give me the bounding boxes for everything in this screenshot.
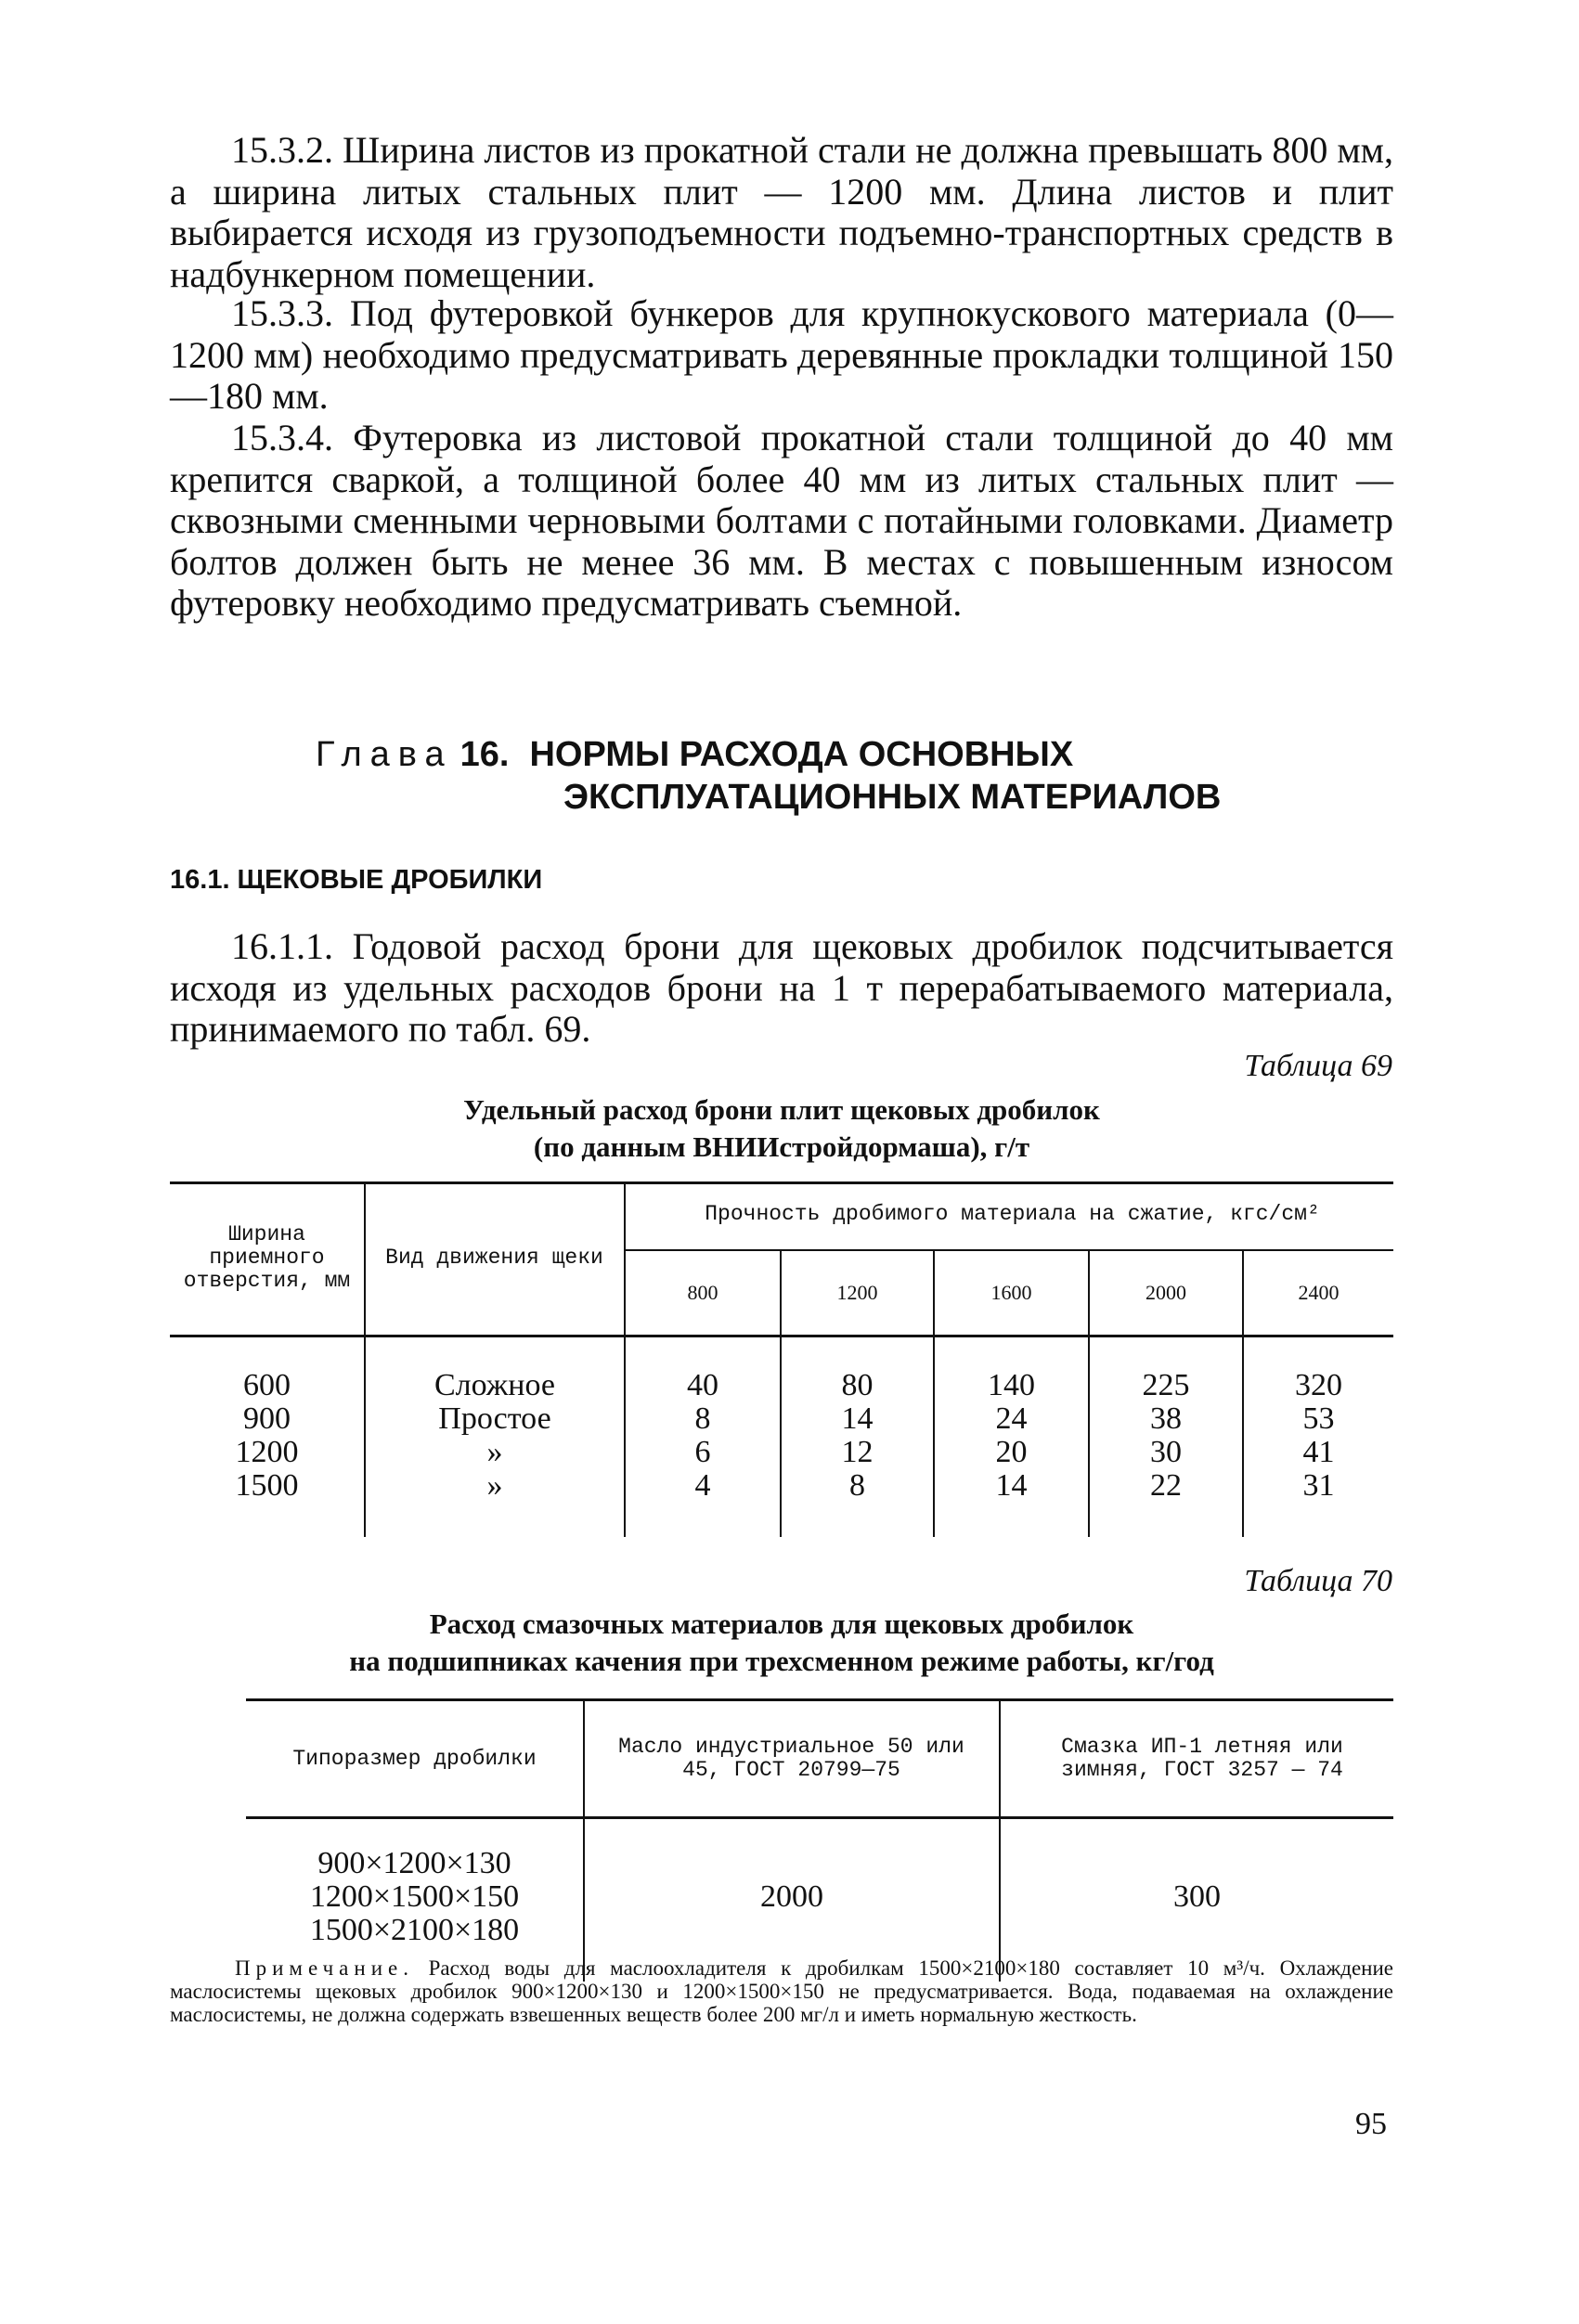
- table-cell: 14: [841, 1401, 874, 1436]
- table-cell: 12: [841, 1435, 874, 1469]
- table70-header-oil: Масло индустриальное 50 или 45, ГОСТ 20799—75: [618, 1735, 964, 1782]
- table-cell: 20: [995, 1435, 1028, 1469]
- table69-title-line2: (по данным ВНИИстройдормаша), г/т: [533, 1130, 1030, 1163]
- table-cell: »: [486, 1468, 503, 1503]
- table-cell: 600: [243, 1368, 291, 1402]
- section-title: 16.1. ЩЕКОВЫЕ ДРОБИЛКИ: [170, 865, 543, 895]
- table69-subheader-rule: [624, 1249, 1393, 1251]
- table69-motions: [366, 1369, 624, 1503]
- table69-label: Таблица 69: [1244, 1049, 1392, 1083]
- table69-header-strength: Прочность дробимого материала на сжатие, кгс/см²: [705, 1201, 1320, 1226]
- table69-col-1600: 1600: [990, 1281, 1032, 1304]
- table69-header-rule: [170, 1335, 1393, 1337]
- chapter-number: 16.: [459, 735, 510, 774]
- table-cell: 900: [243, 1401, 291, 1436]
- table-cell: Простое: [438, 1401, 551, 1436]
- table-cell: 900×1200×130: [317, 1846, 511, 1880]
- table-cell: 300: [1173, 1879, 1221, 1914]
- table-cell: 225: [1142, 1368, 1190, 1402]
- table-cell: 320: [1295, 1368, 1342, 1402]
- table-cell: 24: [995, 1401, 1028, 1436]
- table-cell: 22: [1150, 1468, 1182, 1503]
- paragraph-15-3-2: 15.3.2. Ширина листов из прокатной стали не должна превышать 800 мм, а ширина литых стальных плит — 1200 мм. Длина листов и плит выбирается исходя из грузоподъемности подъемно-транспортных средств в надбункерном помещении.: [170, 129, 1393, 295]
- table69-widths: [170, 1369, 364, 1503]
- table-cell: 14: [995, 1468, 1028, 1503]
- table-cell: 2000: [760, 1879, 823, 1914]
- table-cell: 1500: [235, 1468, 299, 1503]
- table70-title-line1: Расход смазочных материалов для щековых дробилок: [429, 1607, 1134, 1640]
- table-cell: 140: [988, 1368, 1035, 1402]
- table70-header-grease: Смазка ИП-1 летняя или зимняя, ГОСТ 3257 — 74: [1061, 1735, 1343, 1782]
- table70-header-size: Типоразмер дробилки: [292, 1746, 537, 1771]
- paragraph-15-3-3: 15.3.3. Под футеровкой бункеров для крупнокускового материала (0—1200 мм) необходимо предусматривать деревянные прокладки толщиной 150—180 мм.: [170, 292, 1393, 418]
- table70-title-line2: на подшипниках качения при трехсменном режиме работы, кг/год: [349, 1645, 1214, 1677]
- note-label: Примечание.: [235, 1956, 414, 1980]
- table-cell: 8: [849, 1468, 865, 1503]
- table-cell: 4: [694, 1468, 711, 1503]
- chapter-word: Глава: [316, 735, 453, 774]
- table69-top-rule: [170, 1181, 1393, 1184]
- table70-note: [170, 1956, 1393, 2026]
- table70-vline: [583, 1701, 585, 1816]
- table-cell: 1200×1500×150: [309, 1879, 520, 1914]
- table-cell: 6: [694, 1435, 711, 1469]
- table69-values-1600: [935, 1369, 1088, 1503]
- note-text: Расход воды для маслоохладителя к дробилкам 1500×2100×180 составляет 10 м³/ч. Охлаждение маслосистемы щековых дробилок 900×1200×130 и 1200×1500×150 не предусматривается. Вода, подаваемая на охлаждение маслосистемы, не должна содержать взвешенных веществ более 200 мг/л и иметь нормальную жесткость.: [170, 1956, 1393, 2026]
- table-cell: Сложное: [434, 1368, 555, 1402]
- table-cell: 41: [1302, 1435, 1335, 1469]
- page-number: 95: [1355, 2107, 1387, 2141]
- table-cell: 1500×2100×180: [309, 1913, 520, 1947]
- table-cell: 31: [1302, 1468, 1335, 1503]
- table70-label: Таблица 70: [1244, 1564, 1392, 1598]
- chapter-title-line1: НОРМЫ РАСХОДА ОСНОВНЫХ: [529, 735, 1074, 774]
- table69-values-2400: [1244, 1369, 1393, 1503]
- table-cell: 30: [1150, 1435, 1182, 1469]
- table69-header-width: Ширина приемного отверстия, мм: [183, 1221, 351, 1293]
- table69-values-2000: [1090, 1369, 1242, 1503]
- table69-title-line1: Удельный расход брони плит щековых дробилок: [463, 1093, 1100, 1126]
- table69-vline: [364, 1184, 366, 1335]
- table-cell: 38: [1150, 1401, 1182, 1436]
- paragraph-15-3-4: 15.3.4. Футеровка из листовой прокатной стали толщиной до 40 мм крепится сваркой, а толщиной более 40 мм из литых стальных плит — сквозными сменными черновыми болтами с потайными головками. Диаметр болтов должен быть не менее 36 мм. В местах с повышенным износом футеровку необходимо предусматривать съемной.: [170, 417, 1393, 625]
- table69-col-1200: 1200: [836, 1281, 878, 1304]
- table70-oil-value: [585, 1880, 999, 1914]
- table69-col-2000: 2000: [1145, 1281, 1186, 1304]
- table70-sizes: [246, 1847, 583, 1947]
- chapter-heading: [316, 733, 1430, 819]
- table69-col-2400: 2400: [1298, 1281, 1340, 1304]
- table-cell: 1200: [235, 1435, 299, 1469]
- table70-vline: [999, 1701, 1001, 1816]
- table69-col-800: 800: [687, 1281, 718, 1304]
- table-cell: 40: [687, 1368, 718, 1402]
- table69-header-motion: Вид движения щеки: [385, 1245, 603, 1270]
- chapter-title-line2: ЭКСПЛУАТАЦИОННЫХ МАТЕРИАЛОВ: [563, 778, 1222, 817]
- table70-top-rule: [246, 1698, 1393, 1701]
- table-cell: 53: [1302, 1401, 1335, 1436]
- paragraph-16-1-1: 16.1.1. Годовой расход брони для щековых дробилок подсчитывается исходя из удельных расходов брони на 1 т перерабатываемого материала, принимаемого по табл. 69.: [170, 925, 1393, 1051]
- table69-values-800: [626, 1369, 780, 1503]
- table69-values-1200: [782, 1369, 933, 1503]
- table70-header-rule: [246, 1816, 1393, 1819]
- table-cell: 8: [694, 1401, 711, 1436]
- table70-grease-value: [1001, 1880, 1393, 1914]
- table-cell: 80: [841, 1368, 874, 1402]
- table-cell: »: [486, 1435, 503, 1469]
